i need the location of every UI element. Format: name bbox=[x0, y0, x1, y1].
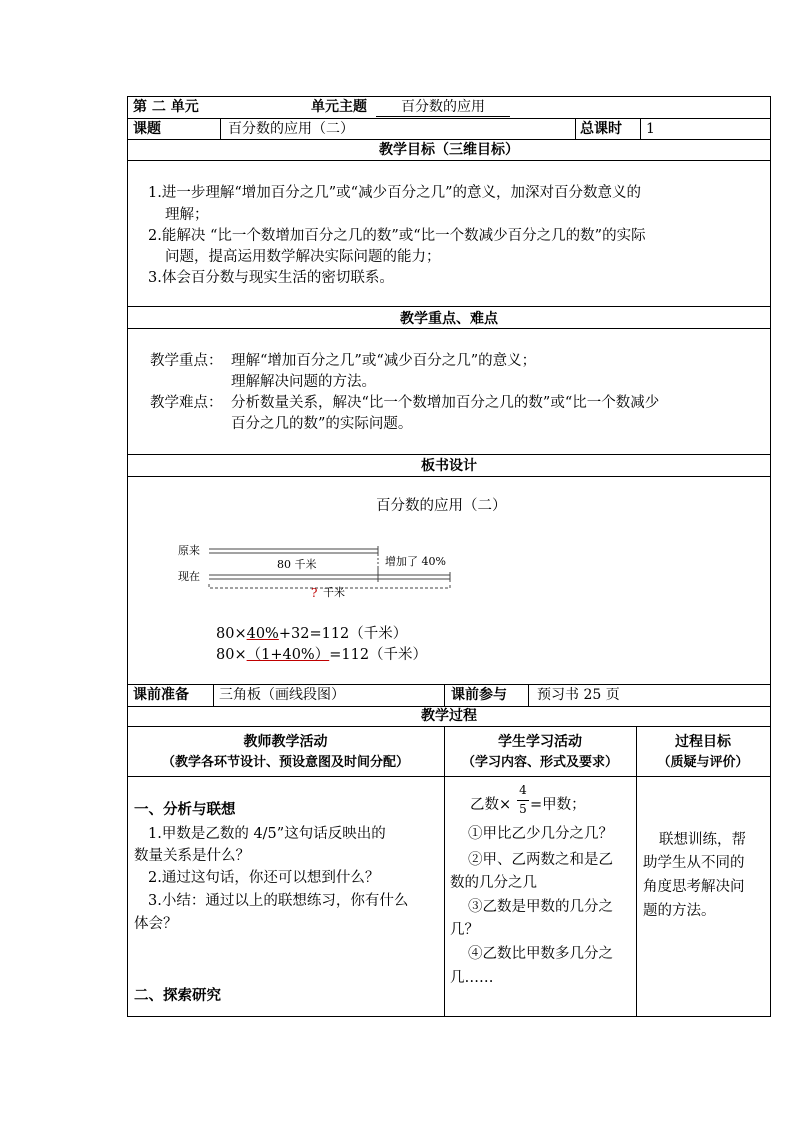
goal-line: 1.进一步理解“增加百分之几”或“减少百分之几”的意义，加深对百分数意义的 bbox=[148, 185, 641, 201]
segment-diagram-svg bbox=[175, 538, 465, 604]
table-border-top bbox=[127, 96, 771, 97]
label-now: 现在 bbox=[178, 570, 200, 583]
board-subtitle: 百分数的应用（二） bbox=[376, 498, 507, 514]
lesson-label: 课题 bbox=[133, 121, 161, 137]
segment-diagram bbox=[175, 538, 465, 604]
participate-value: 预习书 25 页 bbox=[537, 687, 620, 703]
row-divider bbox=[127, 684, 771, 685]
section-heading: 一、分析与联想 bbox=[134, 802, 236, 818]
formula-part: +32=112（千米） bbox=[278, 626, 408, 642]
col-divider bbox=[528, 684, 529, 706]
col2-title: 学生学习活动 bbox=[498, 734, 582, 750]
row-divider bbox=[127, 776, 771, 777]
hours-label: 总课时 bbox=[580, 121, 622, 137]
eq-part: =甲数； bbox=[530, 797, 586, 813]
student-line: 几？ bbox=[450, 922, 479, 938]
unit-label: 第 二 单元 bbox=[133, 99, 199, 115]
row-divider bbox=[127, 328, 771, 329]
col3-sub: （质疑与评价） bbox=[657, 755, 749, 770]
formula-part: 80× bbox=[216, 626, 247, 642]
teacher-line: 数量关系是什么？ bbox=[134, 848, 250, 864]
row-divider bbox=[127, 726, 771, 727]
col-divider bbox=[220, 118, 221, 140]
student-line: ②甲、乙两数之和是乙 bbox=[468, 852, 613, 868]
teacher-line: 3.小结：通过以上的联想练习，你有什么 bbox=[148, 893, 409, 909]
topic-value: 百分数的应用 bbox=[376, 98, 510, 117]
eq-numerator: 4 bbox=[519, 783, 527, 797]
process-title: 教学过程 bbox=[421, 708, 477, 724]
difficulty-text: 分析数量关系，解决“比一个数增加百分之几的数”或“比一个数减少 bbox=[231, 395, 660, 411]
col-divider bbox=[213, 684, 214, 706]
hours-value: 1 bbox=[646, 121, 655, 137]
label-original: 原来 bbox=[178, 544, 200, 557]
student-line: ①甲比乙少几分之几？ bbox=[468, 826, 613, 842]
col1-title: 教师教学活动 bbox=[243, 734, 328, 750]
row-divider bbox=[127, 476, 771, 477]
goal-text: 联想训练，帮 bbox=[659, 832, 746, 848]
student-line: 数的几分之几 bbox=[450, 875, 537, 891]
increase-label: 增加了 40% bbox=[385, 555, 446, 568]
row-divider bbox=[127, 306, 771, 307]
lesson-value: 百分数的应用（二） bbox=[228, 121, 354, 137]
unknown-mark: ? bbox=[311, 586, 318, 600]
goal-text: 角度思考解决问 bbox=[643, 879, 745, 895]
teacher-line: 体会？ bbox=[134, 916, 178, 932]
col1-sub: （教学各环节设计、预设意图及时间分配） bbox=[161, 755, 409, 770]
unknown-unit: 千米 bbox=[323, 586, 345, 599]
eq-part: 乙数× bbox=[470, 797, 512, 813]
student-line: ③乙数是甲数的几分之 bbox=[468, 899, 613, 915]
section-heading: 二、探索研究 bbox=[134, 988, 221, 1004]
col3-title: 过程目标 bbox=[675, 734, 731, 750]
formula-underlined: （1+40%） bbox=[246, 647, 330, 663]
goal-text: 题的方法。 bbox=[643, 903, 716, 919]
goals-title: 教学目标（三维目标） bbox=[379, 142, 519, 158]
col-divider bbox=[640, 118, 641, 140]
row-divider bbox=[127, 160, 771, 161]
segment-label: 80 千米 bbox=[277, 558, 317, 571]
eq-denominator: 5 bbox=[519, 802, 527, 816]
table-border-right bbox=[770, 96, 771, 1017]
focus-text: 理解“增加百分之几”或“减少百分之几”的意义； bbox=[231, 353, 537, 369]
formula-underlined: 40% bbox=[246, 626, 279, 642]
student-line: 几…… bbox=[450, 970, 494, 986]
table-border-left bbox=[127, 96, 128, 1017]
goal-line: 2.能解决 “比一个数增加百分之几的数”或“比一个数减少百分之几的数”的实际 bbox=[148, 228, 646, 244]
goal-line: 理解； bbox=[165, 207, 209, 223]
goal-line: 问题，提高运用数学解决实际问题的能力； bbox=[165, 249, 441, 265]
row-divider bbox=[127, 139, 771, 140]
teacher-line: 1.甲数是乙数的 4/5”这句话反映出的 bbox=[148, 826, 386, 842]
table-border-bottom bbox=[127, 1016, 771, 1017]
eq-fraction-bar bbox=[517, 800, 529, 801]
goal-text: 助学生从不同的 bbox=[643, 855, 745, 871]
col-divider bbox=[575, 118, 576, 140]
difficulty-text: 百分之几的数”的实际问题。 bbox=[231, 416, 413, 432]
student-line: ④乙数比甲数多几分之 bbox=[468, 946, 613, 962]
keypoints-title: 教学重点、难点 bbox=[400, 311, 498, 327]
col-divider bbox=[444, 684, 445, 706]
formula-part: =112（千米） bbox=[329, 647, 428, 663]
row-divider bbox=[127, 454, 771, 455]
row-divider bbox=[127, 118, 771, 119]
formula-part: 80× bbox=[216, 647, 247, 663]
board-title: 板书设计 bbox=[421, 458, 477, 474]
focus-text: 理解解决问题的方法。 bbox=[231, 374, 376, 390]
goal-line: 3.体会百分数与现实生活的密切联系。 bbox=[148, 270, 394, 286]
participate-label: 课前参与 bbox=[451, 687, 507, 703]
topic-label: 单元主题 bbox=[311, 99, 367, 115]
formula-2 bbox=[216, 644, 427, 666]
formula-1 bbox=[216, 623, 407, 645]
teacher-line: 2.通过这句话，你还可以想到什么？ bbox=[148, 870, 380, 886]
focus-label: 教学重点： bbox=[150, 353, 223, 369]
prep-label: 课前准备 bbox=[133, 687, 189, 703]
col2-sub: （学习内容、形式及要求） bbox=[461, 755, 618, 770]
difficulty-label: 教学难点： bbox=[150, 395, 223, 411]
prep-value: 三角板（画线段图） bbox=[219, 687, 345, 703]
